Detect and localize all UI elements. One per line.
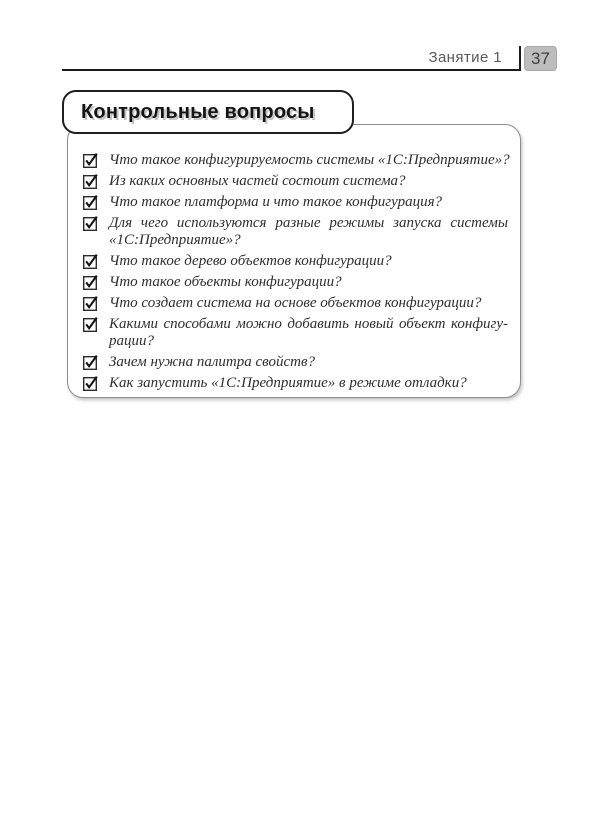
question-text: рации?	[109, 333, 154, 349]
question-text: Что такое дерево объектов конфигурации?	[109, 253, 392, 269]
question-text: Зачем нужна палитра свойств?	[109, 354, 315, 370]
checked-checkbox-icon	[83, 153, 98, 168]
section-title: Контрольные вопросы	[81, 100, 315, 123]
question-item	[83, 354, 508, 371]
checked-checkbox-icon	[83, 355, 98, 370]
question-text: Что создает система на основе объектов конфигурации?	[109, 295, 482, 311]
question-item	[83, 253, 508, 270]
question-item	[83, 194, 508, 211]
question-text: Из каких основных частей состоит система?	[109, 173, 406, 189]
question-text: Для чего используются разные режимы запуска системы	[109, 215, 508, 231]
checked-checkbox-icon	[83, 254, 98, 269]
header-divider	[519, 46, 521, 71]
question-item	[83, 295, 508, 312]
chapter-label: Занятие 1	[428, 49, 502, 66]
page-number: 37	[531, 48, 550, 68]
header-rule	[62, 69, 520, 71]
questions-panel	[67, 124, 521, 398]
question-item	[83, 316, 508, 350]
question-item	[83, 152, 508, 169]
question-item	[83, 173, 508, 190]
page-number-badge	[524, 46, 557, 71]
checked-checkbox-icon	[83, 317, 98, 332]
question-text: Что такое конфигурируемость системы «1С:Предприятие»?	[109, 152, 510, 168]
question-item	[83, 215, 508, 249]
checked-checkbox-icon	[83, 216, 98, 231]
question-item	[83, 375, 508, 392]
question-item	[83, 274, 508, 291]
question-text: Что такое объекты конфигурации?	[109, 274, 342, 290]
checked-checkbox-icon	[83, 296, 98, 311]
question-text: Что такое платформа и что такое конфигурация?	[109, 194, 443, 210]
question-text: «1С:Предприятие»?	[109, 232, 241, 248]
checked-checkbox-icon	[83, 376, 98, 391]
checked-checkbox-icon	[83, 174, 98, 189]
question-text: Как запустить «1С:Предприятие» в режиме отладки?	[109, 375, 467, 391]
question-text: Какими способами можно добавить новый объект конфигу-	[109, 316, 508, 332]
section-title-box	[62, 90, 354, 134]
checked-checkbox-icon	[83, 195, 98, 210]
checked-checkbox-icon	[83, 275, 98, 290]
